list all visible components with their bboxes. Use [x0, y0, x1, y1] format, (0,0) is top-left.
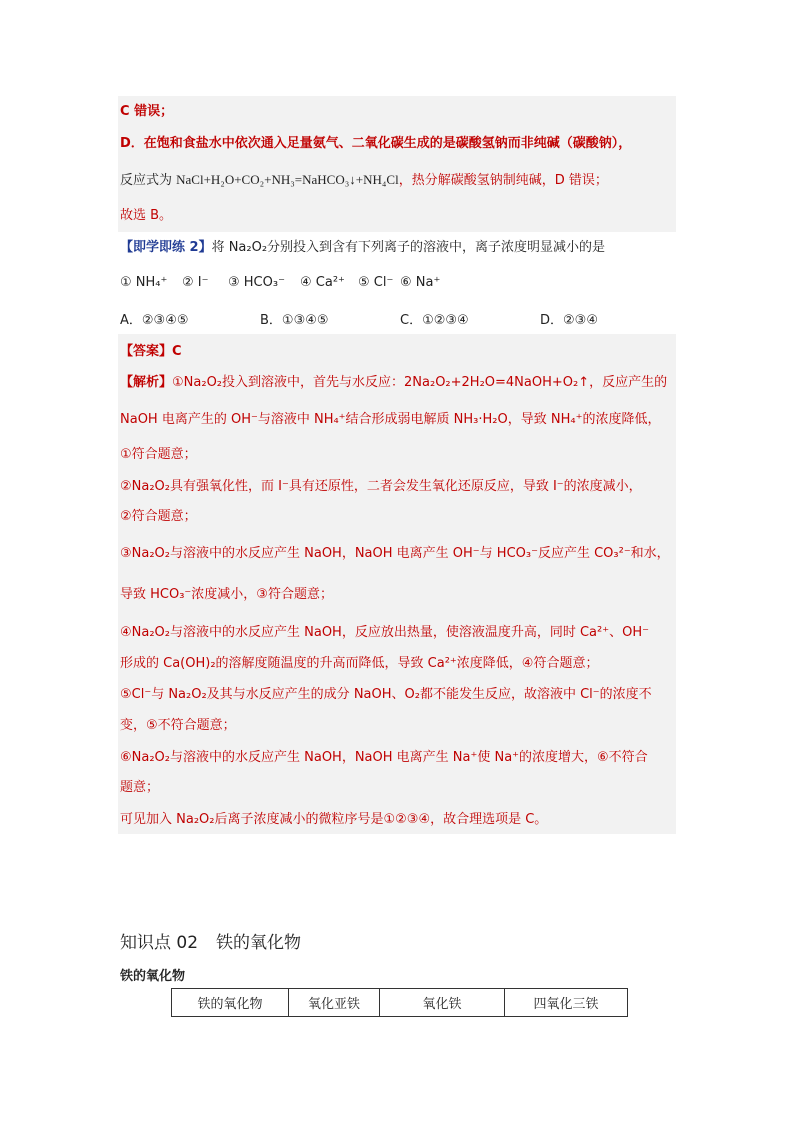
ion-item: ③ HCO₃⁻	[228, 275, 285, 290]
choice-c: C．①②③④	[400, 313, 469, 328]
section-heading	[120, 928, 301, 953]
practice-question-text: 将 Na₂O₂分别投入到含有下列离子的溶液中，离子浓度明显减小的是	[211, 240, 606, 255]
reaction-equation: NaCl+H₂O+CO₂+NH₃=NaHCO₃↓+NH₄Cl	[176, 172, 399, 187]
table-row	[172, 989, 628, 1017]
table-header-cell: 铁的氧化物	[172, 989, 289, 1017]
analysis-line-conclusion: 故选 B。	[120, 208, 173, 223]
analysis-shade-top	[118, 96, 676, 232]
answer-value: C	[172, 344, 182, 359]
explanation-line: 变，⑤不符合题意；	[120, 718, 236, 733]
table-header-cell: 氧化亚铁	[289, 989, 380, 1017]
explanation-line: 导致 HCO₃⁻浓度减小，③符合题意；	[120, 587, 333, 602]
analysis-line-d	[120, 134, 631, 154]
explanation-line: ②符合题意；	[120, 509, 197, 524]
ion-item: ② I⁻	[182, 275, 209, 290]
explanation-line: 可见加入 Na₂O₂后离子浓度减小的微粒序号是①②③④，故合理选项是 C。	[120, 812, 548, 827]
explanation-line: ③Na₂O₂与溶液中的水反应产生 NaOH，NaOH 电离产生 OH⁻与 HCO₃⁻反应产生 CO₃²⁻和水，	[120, 546, 670, 561]
explanation-line: NaOH 电离产生的 OH⁻与溶液中 NH₄⁺结合形成弱电解质 NH₃·H₂O，导致 NH₄⁺的浓度降低，	[120, 412, 661, 427]
reaction-prefix: 反应式为	[120, 173, 177, 188]
explanation-line	[120, 373, 667, 393]
table-header-cell: 四氧化三铁	[505, 989, 628, 1017]
answer-line	[120, 342, 182, 362]
explanation-line: ②Na₂O₂具有强氧化性，而 I⁻具有还原性，二者会发生氧化还原反应，导致 I⁻的浓度减小，	[120, 479, 642, 494]
answer-tag: 【答案】	[120, 344, 173, 359]
explanation-tag: 【解析】	[120, 375, 173, 390]
ion-item: ④ Ca²⁺	[300, 275, 345, 290]
iron-oxide-table	[171, 988, 628, 1017]
analysis-line-d-text: D．在饱和食盐水中依次通入足量氨气、二氧化碳生成的是碳酸氢钠而非纯碱（碳酸钠），	[120, 136, 632, 151]
section-title: 铁的氧化物	[216, 933, 302, 953]
analysis-line-c: C 错误；	[120, 104, 174, 119]
section-subheading: 铁的氧化物	[120, 969, 186, 984]
explanation-line: ⑥Na₂O₂与溶液中的水反应产生 NaOH，NaOH 电离产生 Na⁺使 Na⁺的浓度增大，⑥不符合	[120, 750, 648, 765]
practice-tag: 【即学即练 2】	[120, 240, 212, 255]
reaction-suffix: ，热分解碳酸氢钠制纯碱，D 错误；	[398, 173, 608, 188]
explanation-line: ⑤Cl⁻与 Na₂O₂及其与水反应产生的成分 NaOH、O₂都不能发生反应，故溶液中 Cl⁻的浓度不	[120, 687, 652, 702]
explanation-line: 题意；	[120, 780, 160, 795]
practice-question	[120, 238, 605, 258]
ion-item: ⑤ Cl⁻	[358, 275, 394, 290]
explanation-text: ①Na₂O₂投入到溶液中，首先与水反应：2Na₂O₂+2H₂O=4NaOH+O₂↑，反应产生的	[172, 375, 668, 390]
explanation-line: ④Na₂O₂与溶液中的水反应产生 NaOH，反应放出热量，使溶液温度升高，同时 Ca²⁺、OH⁻	[120, 625, 649, 640]
section-number: 知识点 02	[120, 933, 199, 953]
table-header-cell: 氧化铁	[380, 989, 505, 1017]
choice-a: A．②③④⑤	[120, 313, 189, 328]
ion-item: ⑥ Na⁺	[400, 275, 441, 290]
explanation-line: ①符合题意；	[120, 447, 197, 462]
choice-list	[120, 311, 598, 331]
choice-b: B．①③④⑤	[260, 313, 329, 328]
choice-d: D．②③④	[540, 313, 598, 328]
explanation-line: 形成的 Ca(OH)₂的溶解度随温度的升高而降低，导致 Ca²⁺浓度降低，④符合题意；	[120, 656, 599, 671]
analysis-line-reaction	[120, 170, 608, 190]
ion-item: ① NH₄⁺	[120, 275, 168, 290]
ion-list	[120, 273, 440, 293]
